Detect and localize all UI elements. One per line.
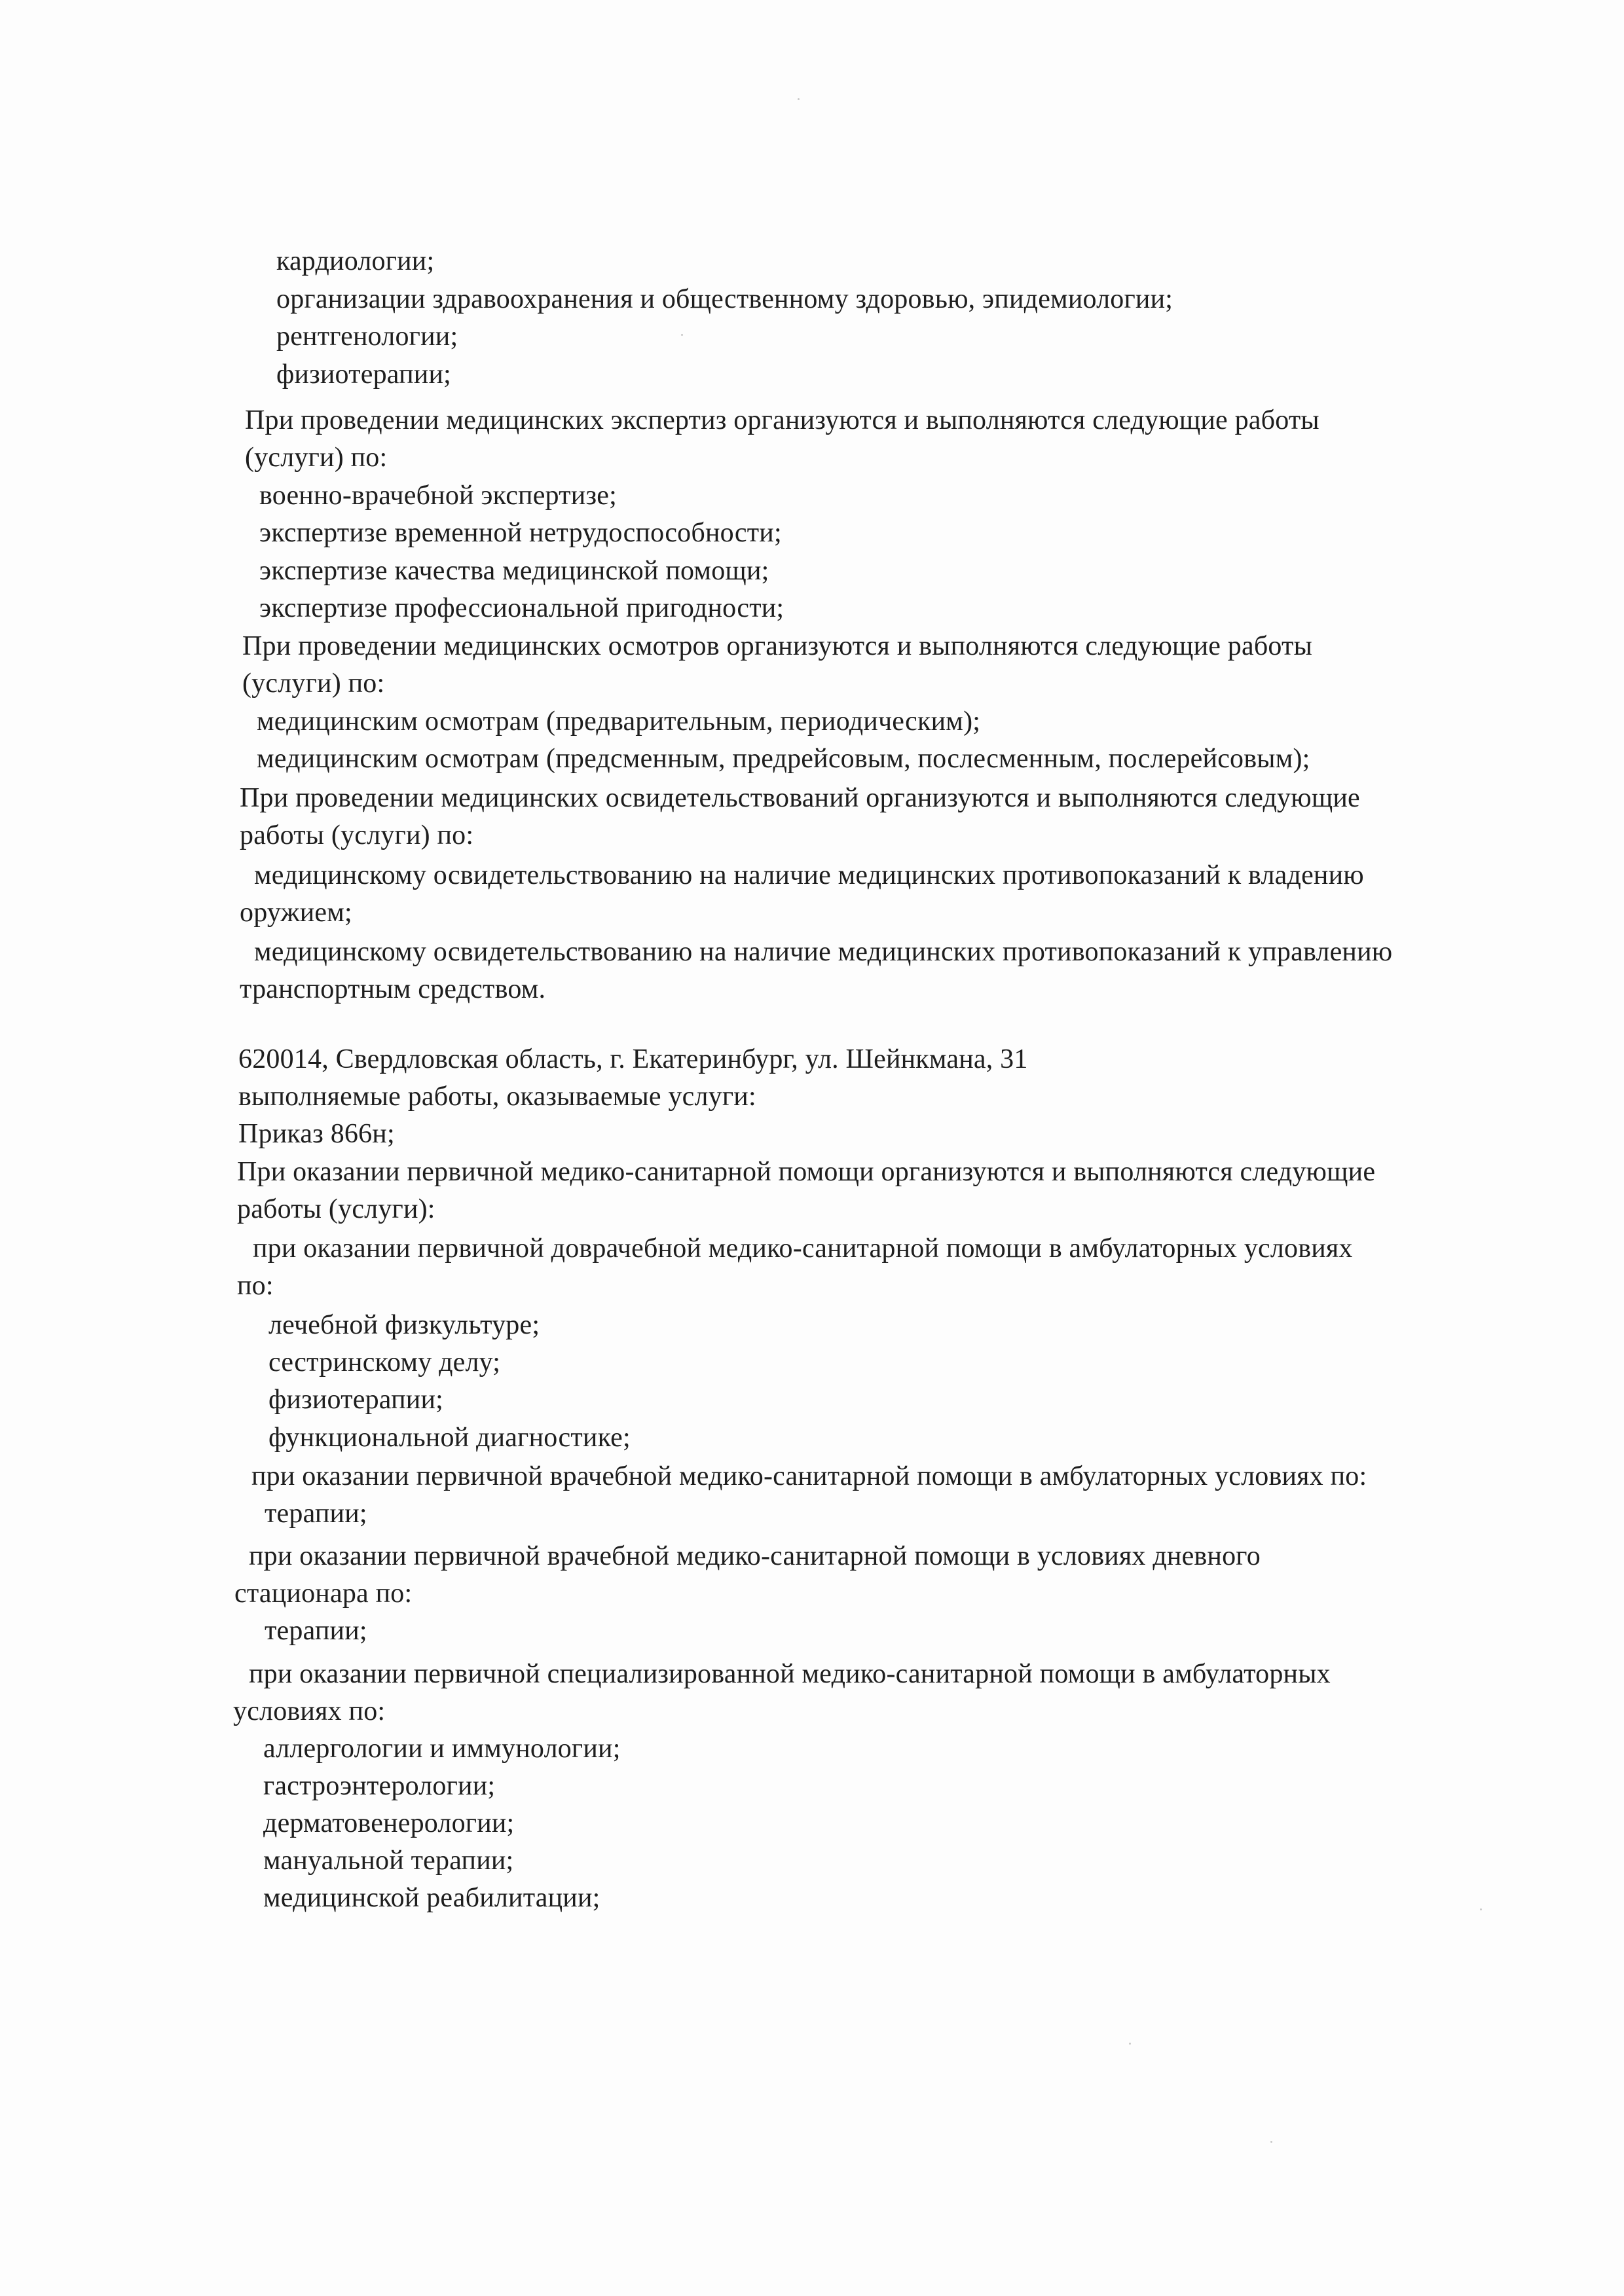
list-item: организации здравоохранения и общественному здоровью, эпидемиологии; (276, 284, 1173, 314)
paragraph-line: При проведении медицинских осмотров организуются и выполняются следующие работы (242, 631, 1313, 661)
order-line: Приказ 866н; (238, 1119, 395, 1149)
list-item: оружием; (240, 898, 352, 928)
paragraph-line: При проведении медицинских экспертиз организуются и выполняются следующие работы (245, 405, 1320, 435)
list-item: гастроэнтерологии; (263, 1771, 496, 1801)
subheader-line: стационара по: (234, 1578, 413, 1609)
list-item: экспертизе профессиональной пригодности; (259, 593, 784, 623)
list-item: физиотерапии; (268, 1385, 443, 1415)
list-item: терапии; (265, 1616, 367, 1646)
scan-speck (1480, 1908, 1482, 1910)
list-item: аллергологии и иммунологии; (263, 1734, 621, 1764)
paragraph-line: При оказании первичной медико-санитарной помощи организуются и выполняются следующие (237, 1157, 1376, 1187)
paragraph-line: При проведении медицинских освидетельствований организуются и выполняются следующие (240, 783, 1360, 813)
subheader-line: условиях по: (233, 1696, 386, 1726)
scan-speck (681, 334, 683, 336)
list-item: физиотерапии; (276, 359, 451, 390)
list-item: медицинскому освидетельствованию на наличие медицинских противопоказаний к управлению (254, 937, 1393, 967)
paragraph-line: работы (услуги): (237, 1194, 435, 1224)
list-item: сестринскому делу; (268, 1347, 501, 1377)
list-item: дерматовенерологии; (263, 1808, 515, 1838)
list-item: кардиологии; (276, 246, 435, 276)
list-item: транспортным средством. (240, 974, 546, 1004)
list-item: функциональной диагностике; (268, 1423, 631, 1453)
paragraph-line: выполняемые работы, оказываемые услуги: (238, 1082, 756, 1112)
list-item: лечебной физкультуре; (268, 1310, 540, 1340)
list-item: экспертизе качества медицинской помощи; (259, 556, 769, 586)
scan-speck (798, 98, 800, 100)
list-item: рентгенологии; (276, 321, 458, 352)
paragraph-line: работы (услуги) по: (240, 820, 474, 850)
list-item: мануальной терапии; (263, 1846, 514, 1876)
list-item: медицинским осмотрам (предсменным, предрейсовым, послесменным, послерейсовым); (257, 744, 1310, 774)
subheader-line: при оказании первичной доврачебной медико-санитарной помощи в амбулаторных условиях (253, 1233, 1353, 1264)
scan-speck (1129, 2043, 1131, 2045)
subheader-line: при оказании первичной врачебной медико-санитарной помощи в условиях дневного (249, 1541, 1261, 1571)
subheader-line: по: (237, 1271, 274, 1301)
scan-speck (1270, 2141, 1272, 2143)
subheader-line: при оказании первичной специализированной медико-санитарной помощи в амбулаторных (249, 1659, 1331, 1689)
list-item: экспертизе временной нетрудоспособности; (259, 518, 782, 548)
paragraph-line: (услуги) по: (242, 668, 385, 699)
list-item: медицинским осмотрам (предварительным, периодическим); (257, 706, 981, 737)
paragraph-line: (услуги) по: (245, 443, 388, 473)
list-item: медицинской реабилитации; (263, 1883, 600, 1913)
address-line: 620014, Свердловская область, г. Екатеринбург, ул. Шейнкмана, 31 (238, 1044, 1028, 1074)
subheader-line: при оказании первичной врачебной медико-санитарной помощи в амбулаторных условиях по: (251, 1461, 1367, 1491)
list-item: терапии; (265, 1499, 367, 1529)
list-item: медицинскому освидетельствованию на наличие медицинских противопоказаний к владению (254, 860, 1364, 890)
list-item: военно-врачебной экспертизе; (259, 481, 617, 511)
